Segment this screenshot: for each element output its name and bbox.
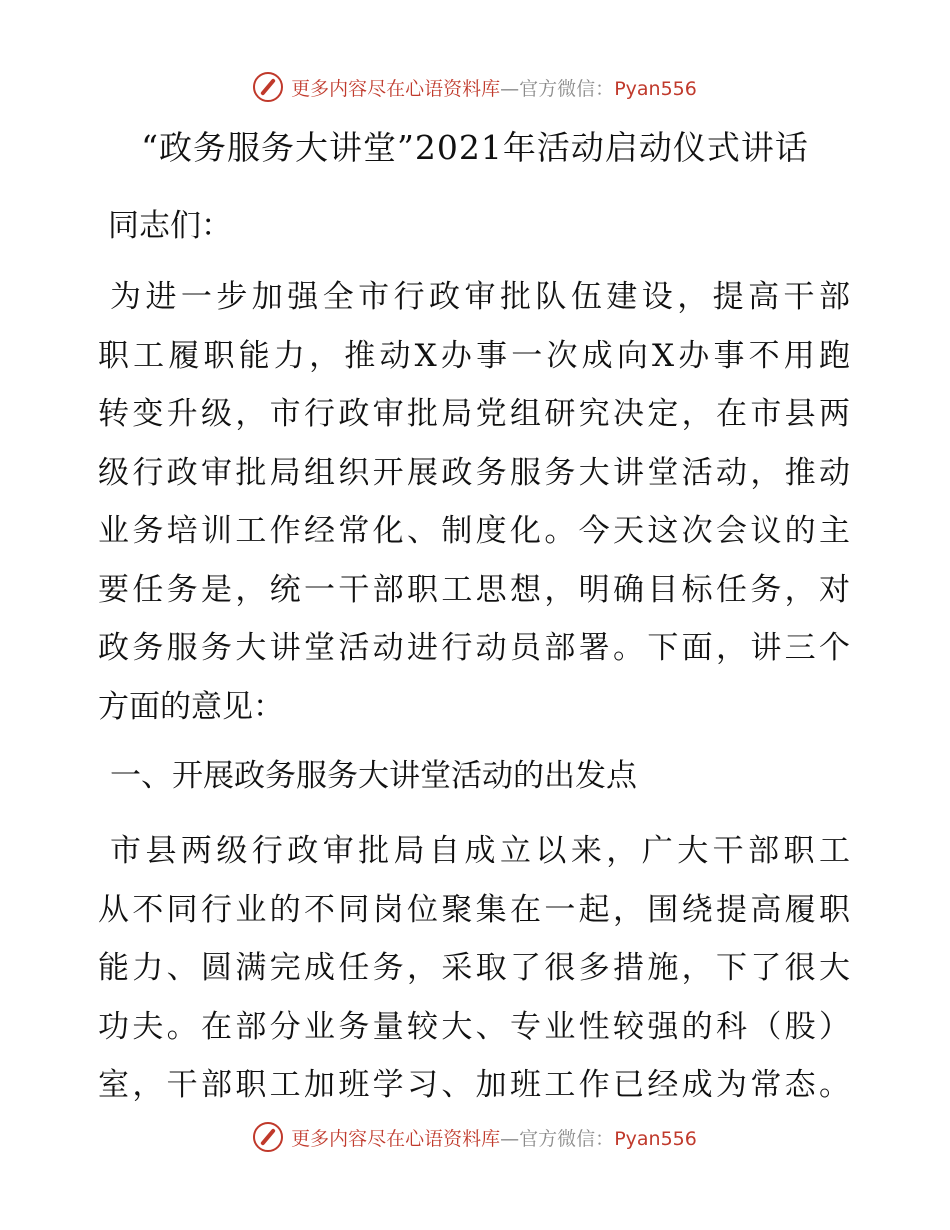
paragraph-line: 职工履职能力，推动X办事一次成向X办事不用跑	[98, 337, 850, 374]
watermark-official-label: 官方微信：	[519, 1127, 615, 1150]
watermark-official-label: 官方微信：	[519, 77, 615, 100]
paragraph-line: 为进一步加强全市行政审批队伍建设，提高干部	[110, 279, 850, 315]
watermark-library-name: 更多内容尽在心语资料库	[291, 77, 501, 100]
paragraph-line: 能力、圆满完成任务，采取了很多措施，下了很大	[98, 950, 850, 986]
section-heading-1: 一、开展政务服务大讲堂活动的出发点	[110, 758, 637, 794]
paragraph-line: 级行政审批局组织开展政务服务大讲堂活动，推动	[98, 454, 850, 491]
paragraph-line: 从不同行业的不同岗位聚集在一起，围绕提高履职	[98, 891, 850, 928]
pen-logo-icon	[253, 72, 283, 102]
paragraph-line: 室，干部职工加班学习、加班工作已经成为常态。	[98, 1067, 850, 1103]
paragraph-line: 功夫。在部分业务量较大、专业性较强的科（股）	[98, 1008, 850, 1045]
salutation: 同志们：	[108, 208, 232, 244]
paragraph-line: 政务服务大讲堂活动进行动员部署。下面，讲三个	[98, 630, 850, 666]
paragraph-line: 要任务是，统一干部职工思想，明确目标任务，对	[98, 571, 850, 608]
watermark-wechat-id: Pyan556	[614, 1127, 697, 1150]
pen-logo-icon	[253, 1122, 283, 1152]
watermark-text	[291, 74, 697, 101]
paragraph-line: 业务培训工作经常化、制度化。今天这次会议的主	[98, 513, 850, 549]
paragraph-2	[98, 822, 850, 1115]
watermark-text	[291, 1124, 697, 1151]
paragraph-line: 转变升级，市行政审批局党组研究决定，在市县两	[98, 396, 850, 432]
watermark-separator: —	[500, 77, 520, 100]
paragraph-1	[98, 268, 850, 736]
watermark-wechat-id: Pyan556	[614, 77, 697, 100]
watermark-separator: —	[500, 1127, 520, 1150]
watermark-library-name: 更多内容尽在心语资料库	[291, 1127, 501, 1150]
footer-watermark	[0, 1122, 950, 1152]
document-title: “政务服务大讲堂”2021年活动启动仪式讲话	[141, 128, 809, 167]
header-watermark	[0, 72, 950, 102]
paragraph-line: 方面的意见：	[98, 688, 284, 725]
paragraph-line: 市县两级行政审批局自成立以来，广大干部职工	[110, 833, 850, 869]
